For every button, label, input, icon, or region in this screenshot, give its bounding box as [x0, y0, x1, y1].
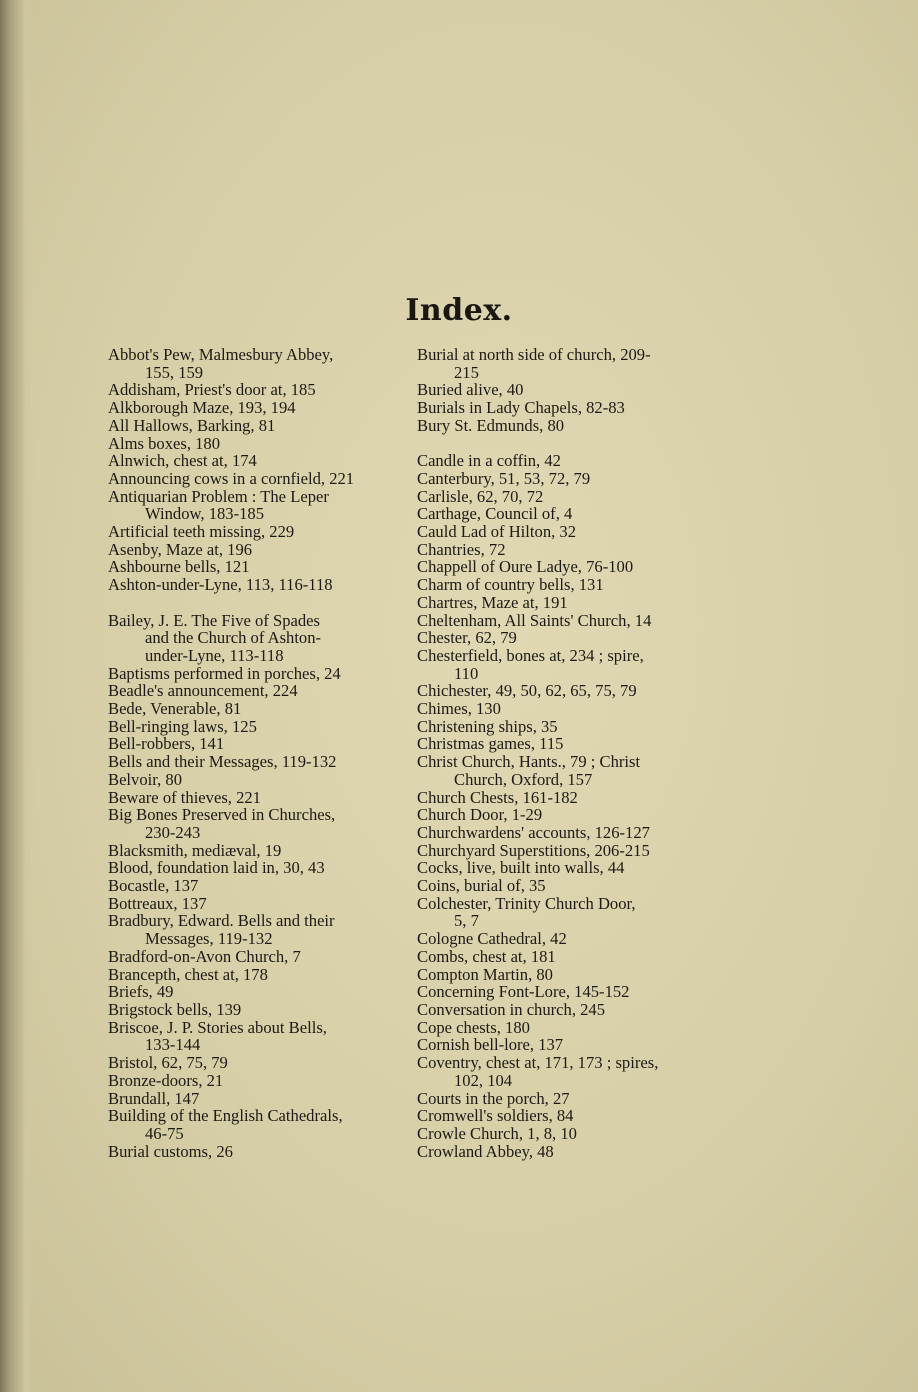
index-entry [108, 1143, 393, 1161]
index-entry-continuation: and the Church of Ashton- [145, 628, 322, 648]
index-entry-continuation: 46-75 [145, 1123, 184, 1143]
index-entry [108, 399, 393, 417]
index-entry-line: Christmas games, 115 [417, 734, 564, 754]
index-entry [417, 523, 702, 541]
index-entry-line: Chesterfield, bones at, 234 ; spire, [417, 645, 644, 665]
index-entry [108, 435, 393, 453]
index-entry-line: Beadle's announcement, 224 [108, 681, 298, 701]
index-entry-line: Cologne Cathedral, 42 [417, 929, 567, 949]
index-entry [417, 983, 702, 1001]
index-entry [108, 470, 393, 488]
index-entry [417, 753, 702, 788]
index-entry-line: Antiquarian Problem : The Leper [108, 486, 329, 506]
index-entry [417, 806, 702, 824]
index-entry-line: Bradbury, Edward. Bells and their [108, 911, 335, 931]
index-entry-line: Colchester, Trinity Church Door, [417, 893, 636, 913]
index-entry-line: Alms boxes, 180 [108, 433, 221, 453]
index-entry [108, 488, 393, 523]
index-entry [108, 612, 393, 665]
index-entry [417, 1107, 702, 1125]
index-entry-line: Briscoe, J. P. Stories about Bells, [108, 1017, 327, 1037]
index-entry [417, 718, 702, 736]
index-entry [108, 1001, 393, 1019]
index-entry-line: Ashton-under-Lyne, 113, 116-118 [108, 575, 333, 595]
index-entry [417, 895, 702, 930]
index-entry [417, 399, 702, 417]
index-entry [108, 346, 393, 381]
index-entry [417, 558, 702, 576]
index-entry-continuation: 215 [454, 362, 479, 382]
index-entry-line: All Hallows, Barking, 81 [108, 415, 276, 435]
index-entry-line: Crowland Abbey, 48 [417, 1141, 554, 1161]
index-entry-line: Baptisms performed in porches, 24 [108, 663, 341, 683]
index-entry [417, 505, 702, 523]
index-entry-line: Blacksmith, mediæval, 19 [108, 840, 282, 860]
index-entry [108, 789, 393, 807]
index-entry-line: Carthage, Council of, 4 [417, 504, 573, 524]
letter-group-gap [417, 435, 702, 453]
index-entry [108, 718, 393, 736]
index-entry-continuation: Messages, 119-132 [145, 929, 273, 949]
index-entry [108, 983, 393, 1001]
index-entry-line: Bury St. Edmunds, 80 [417, 415, 565, 435]
index-entry-continuation: 5, 7 [454, 911, 479, 931]
index-entry [108, 735, 393, 753]
index-entry [108, 576, 393, 594]
index-entry-line: Compton Martin, 80 [417, 964, 553, 984]
index-entry-line: Bell-robbers, 141 [108, 734, 225, 754]
index-entry-line: Concerning Font-Lore, 145-152 [417, 982, 630, 1002]
index-entry-line: Burial customs, 26 [108, 1141, 233, 1161]
index-entry-line: Briefs, 49 [108, 982, 174, 1002]
index-entry-line: Bristol, 62, 75, 79 [108, 1053, 228, 1073]
index-entry [108, 665, 393, 683]
index-entry [417, 488, 702, 506]
index-entry-line: Announcing cows in a cornfield, 221 [108, 468, 355, 488]
index-entry-line: Bell-ringing laws, 125 [108, 716, 257, 736]
index-entry-continuation: 102, 104 [454, 1070, 513, 1090]
index-entry [108, 771, 393, 789]
index-entry [417, 452, 702, 470]
index-entry [108, 558, 393, 576]
index-entry [417, 842, 702, 860]
index-entry [417, 700, 702, 718]
index-entry-line: Church Chests, 161-182 [417, 787, 578, 807]
index-entry-line: Bradford-on-Avon Church, 7 [108, 946, 301, 966]
index-entry-continuation: Church, Oxford, 157 [454, 769, 593, 789]
index-entry-line: Churchyard Superstitions, 206-215 [417, 840, 650, 860]
index-entry-line: Christ Church, Hants., 79 ; Christ [417, 752, 641, 772]
index-entry-line: Churchwardens' accounts, 126-127 [417, 822, 650, 842]
index-entry-line: Alkborough Maze, 193, 194 [108, 398, 296, 418]
index-entry-line: Beware of thieves, 221 [108, 787, 261, 807]
index-entry [417, 629, 702, 647]
index-entry-line: Candle in a coffin, 42 [417, 451, 561, 471]
binding-gutter-shadow [0, 0, 34, 1392]
index-entry [417, 576, 702, 594]
index-entry [417, 824, 702, 842]
index-entry [417, 346, 702, 381]
index-entry [417, 381, 702, 399]
index-entry [417, 417, 702, 435]
index-entry [417, 930, 702, 948]
index-entry-line: Chartres, Maze at, 191 [417, 592, 568, 612]
index-entry [417, 1125, 702, 1143]
index-entry [417, 966, 702, 984]
index-entry-line: Chester, 62, 79 [417, 628, 517, 648]
index-entry [108, 859, 393, 877]
index-entry-continuation: under-Lyne, 113-118 [145, 645, 284, 665]
index-entry [108, 1090, 393, 1108]
index-entry [108, 877, 393, 895]
index-entry-line: Cocks, live, built into walls, 44 [417, 858, 625, 878]
index-entry [108, 452, 393, 470]
index-entry [108, 381, 393, 399]
index-entry-line: Bronze-doors, 21 [108, 1070, 224, 1090]
index-entry [417, 859, 702, 877]
index-entry-line: Combs, chest at, 181 [417, 946, 556, 966]
index-entry-line: Cornish bell-lore, 137 [417, 1035, 564, 1055]
index-entry-line: Belvoir, 80 [108, 769, 182, 789]
index-entry-line: Burial at north side of church, 209- [417, 345, 651, 364]
index-entry-line: Chichester, 49, 50, 62, 65, 75, 79 [417, 681, 637, 701]
index-entry [417, 789, 702, 807]
index-entry [108, 1054, 393, 1072]
index-entry [108, 1107, 393, 1142]
index-entry-line: Addisham, Priest's door at, 185 [108, 380, 316, 400]
index-entry-line: Bells and their Messages, 119-132 [108, 752, 337, 772]
index-entry [108, 842, 393, 860]
index-entry-line: Church Door, 1-29 [417, 805, 543, 825]
index-entry-line: Alnwich, chest at, 174 [108, 451, 257, 471]
index-entry-line: Brancepth, chest at, 178 [108, 964, 268, 984]
index-entry [417, 594, 702, 612]
index-entry [417, 647, 702, 682]
index-entry-line: Crowle Church, 1, 8, 10 [417, 1123, 577, 1143]
index-entry-line: Bede, Venerable, 81 [108, 699, 242, 719]
index-entry [108, 912, 393, 947]
index-entry [108, 523, 393, 541]
index-entry-line: Courts in the porch, 27 [417, 1088, 570, 1108]
index-entry [417, 1036, 702, 1054]
index-entry-line: Cope chests, 180 [417, 1017, 530, 1037]
index-entry-line: Cauld Lad of Hilton, 32 [417, 522, 577, 542]
index-entry-line: Bailey, J. E. The Five of Spades [108, 610, 320, 630]
index-column-left [108, 346, 393, 1160]
index-entry [417, 948, 702, 966]
index-entry-line: Charm of country bells, 131 [417, 575, 604, 595]
index-entry [108, 1072, 393, 1090]
index-entry [108, 806, 393, 841]
index-entry [108, 1019, 393, 1054]
index-entry-line: Buried alive, 40 [417, 380, 524, 400]
index-entry [417, 1054, 702, 1089]
index-entry [108, 753, 393, 771]
index-entry-line: Burials in Lady Chapels, 82-83 [417, 398, 625, 418]
index-entry [417, 735, 702, 753]
index-entry-line: Carlisle, 62, 70, 72 [417, 486, 544, 506]
index-column-right [417, 346, 702, 1160]
index-entry-line: Blood, foundation laid in, 30, 43 [108, 858, 325, 878]
index-entry-continuation: 155, 159 [145, 362, 204, 382]
index-entry [417, 612, 702, 630]
index-entry-line: Cheltenham, All Saints' Church, 14 [417, 610, 652, 630]
index-entry-continuation: 110 [454, 663, 479, 683]
index-entry [417, 1143, 702, 1161]
letter-group-gap [108, 594, 393, 612]
index-entry-line: Christening ships, 35 [417, 716, 558, 736]
index-entry-line: Bottreaux, 137 [108, 893, 207, 913]
index-entry-line: Building of the English Cathedrals, [108, 1106, 343, 1126]
index-entry-continuation: 230-243 [145, 822, 201, 842]
index-entry-continuation: Window, 183-185 [145, 504, 265, 524]
index-entry-line: Artificial teeth missing, 229 [108, 522, 295, 542]
index-entry-line: Abbot's Pew, Malmesbury Abbey, [108, 345, 334, 364]
index-entry-line: Coins, burial of, 35 [417, 876, 546, 896]
index-entry-line: Chimes, 130 [417, 699, 501, 719]
index-entry [417, 1090, 702, 1108]
index-entry-line: Conversation in church, 245 [417, 1000, 606, 1019]
page-title: Index. [405, 293, 513, 328]
index-entry [108, 417, 393, 435]
index-entry [417, 682, 702, 700]
index-entry [417, 1019, 702, 1037]
index-entry-line: Big Bones Preserved in Churches, [108, 805, 336, 825]
index-entry-line: Cromwell's soldiers, 84 [417, 1106, 574, 1126]
index-entry [108, 682, 393, 700]
index-entry-line: Ashbourne bells, 121 [108, 557, 250, 577]
index-entry [108, 541, 393, 559]
index-entry-line: Brigstock bells, 139 [108, 1000, 242, 1019]
index-entry-line: Canterbury, 51, 53, 72, 79 [417, 468, 591, 488]
index-entry-line: Chantries, 72 [417, 539, 506, 559]
index-entry [417, 877, 702, 895]
index-entry [108, 700, 393, 718]
index-entry-line: Coventry, chest at, 171, 173 ; spires, [417, 1053, 659, 1073]
index-entry [108, 895, 393, 913]
index-entry [417, 541, 702, 559]
index-entry [108, 966, 393, 984]
index-entry-continuation: 133-144 [145, 1035, 201, 1055]
index-entry-line: Asenby, Maze at, 196 [108, 539, 253, 559]
index-entry [417, 1001, 702, 1019]
index-entry-line: Chappell of Oure Ladye, 76-100 [417, 557, 634, 577]
index-entry-line: Bocastle, 137 [108, 876, 199, 896]
index-entry [417, 470, 702, 488]
index-entry [108, 948, 393, 966]
index-entry-line: Brundall, 147 [108, 1088, 200, 1108]
